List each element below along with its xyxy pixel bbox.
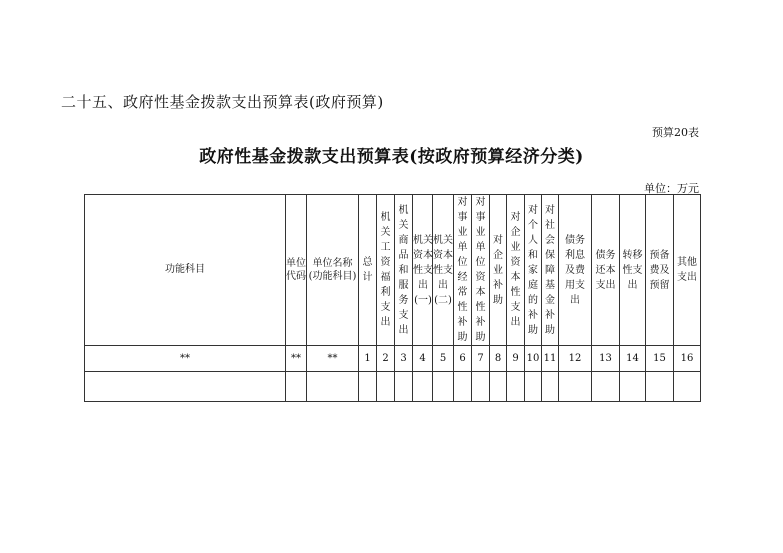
table-cell[interactable] [507, 372, 525, 402]
table-cell: 5 [433, 346, 454, 372]
table-cell[interactable] [542, 372, 559, 402]
header-col-14: 转移性支出 [620, 195, 646, 346]
header-col-16: 其他支出 [674, 195, 701, 346]
unit-label: 单位：万元 [644, 182, 699, 195]
header-total: 总计 [359, 195, 377, 346]
table-cell[interactable] [395, 372, 413, 402]
header-col-12: 债务利息及费用支出 [559, 195, 592, 346]
header-col-2: 机关工资福利支出 [377, 195, 395, 346]
table-cell: ** [286, 346, 307, 372]
table-cell[interactable] [377, 372, 395, 402]
table-cell: 10 [525, 346, 542, 372]
header-col-10: 对个人和家庭的补助 [525, 195, 542, 346]
table-cell: 12 [559, 346, 592, 372]
table-cell[interactable] [307, 372, 359, 402]
table-cell: 13 [592, 346, 620, 372]
header-col-9: 对企业资本性支出 [507, 195, 525, 346]
header-col-15: 预备费及预留 [646, 195, 674, 346]
table-cell[interactable] [454, 372, 472, 402]
table-cell: ** [307, 346, 359, 372]
table-cell[interactable] [646, 372, 674, 402]
header-col-7: 对事业单位资本性补助 [472, 195, 490, 346]
table-cell[interactable] [490, 372, 507, 402]
table-cell: 15 [646, 346, 674, 372]
header-col-4: 机关资本性支出(一) [413, 195, 433, 346]
table-cell: 9 [507, 346, 525, 372]
header-col-6: 对事业单位经常性补助 [454, 195, 472, 346]
section-heading: 二十五、政府性基金拨款支出预算表(政府预算) [61, 93, 384, 111]
header-functional-subject: 功能科目 [85, 195, 286, 346]
table-cell: 1 [359, 346, 377, 372]
table-title: 政府性基金拨款支出预算表(按政府预算经济分类) [199, 147, 584, 167]
table-cell: 7 [472, 346, 490, 372]
table-cell[interactable] [525, 372, 542, 402]
table-cell: ** [85, 346, 286, 372]
header-col-13: 债务还本支出 [592, 195, 620, 346]
column-number-row [85, 346, 701, 372]
table-cell: 11 [542, 346, 559, 372]
header-col-3: 机关商品和服务支出 [395, 195, 413, 346]
table-number: 预算20表 [652, 126, 699, 139]
table-cell: 2 [377, 346, 395, 372]
table-cell: 3 [395, 346, 413, 372]
header-unit-name: 单位名称(功能科目) [307, 195, 359, 346]
header-unit-code: 单位代码 [286, 195, 307, 346]
table-cell[interactable] [85, 372, 286, 402]
table-cell[interactable] [413, 372, 433, 402]
table-cell[interactable] [359, 372, 377, 402]
table-cell[interactable] [559, 372, 592, 402]
table-cell: 16 [674, 346, 701, 372]
table-cell[interactable] [286, 372, 307, 402]
header-col-5: 机关资本性支出(二) [433, 195, 454, 346]
table-cell: 4 [413, 346, 433, 372]
table-cell[interactable] [620, 372, 646, 402]
table-cell: 6 [454, 346, 472, 372]
header-col-11: 对社会保障基金补助 [542, 195, 559, 346]
table-cell: 8 [490, 346, 507, 372]
table-cell[interactable] [674, 372, 701, 402]
header-col-8: 对企业补助 [490, 195, 507, 346]
table-cell[interactable] [472, 372, 490, 402]
table-cell[interactable] [433, 372, 454, 402]
budget-table [84, 194, 701, 402]
table-cell: 14 [620, 346, 646, 372]
table-cell[interactable] [592, 372, 620, 402]
empty-data-row [85, 372, 701, 402]
